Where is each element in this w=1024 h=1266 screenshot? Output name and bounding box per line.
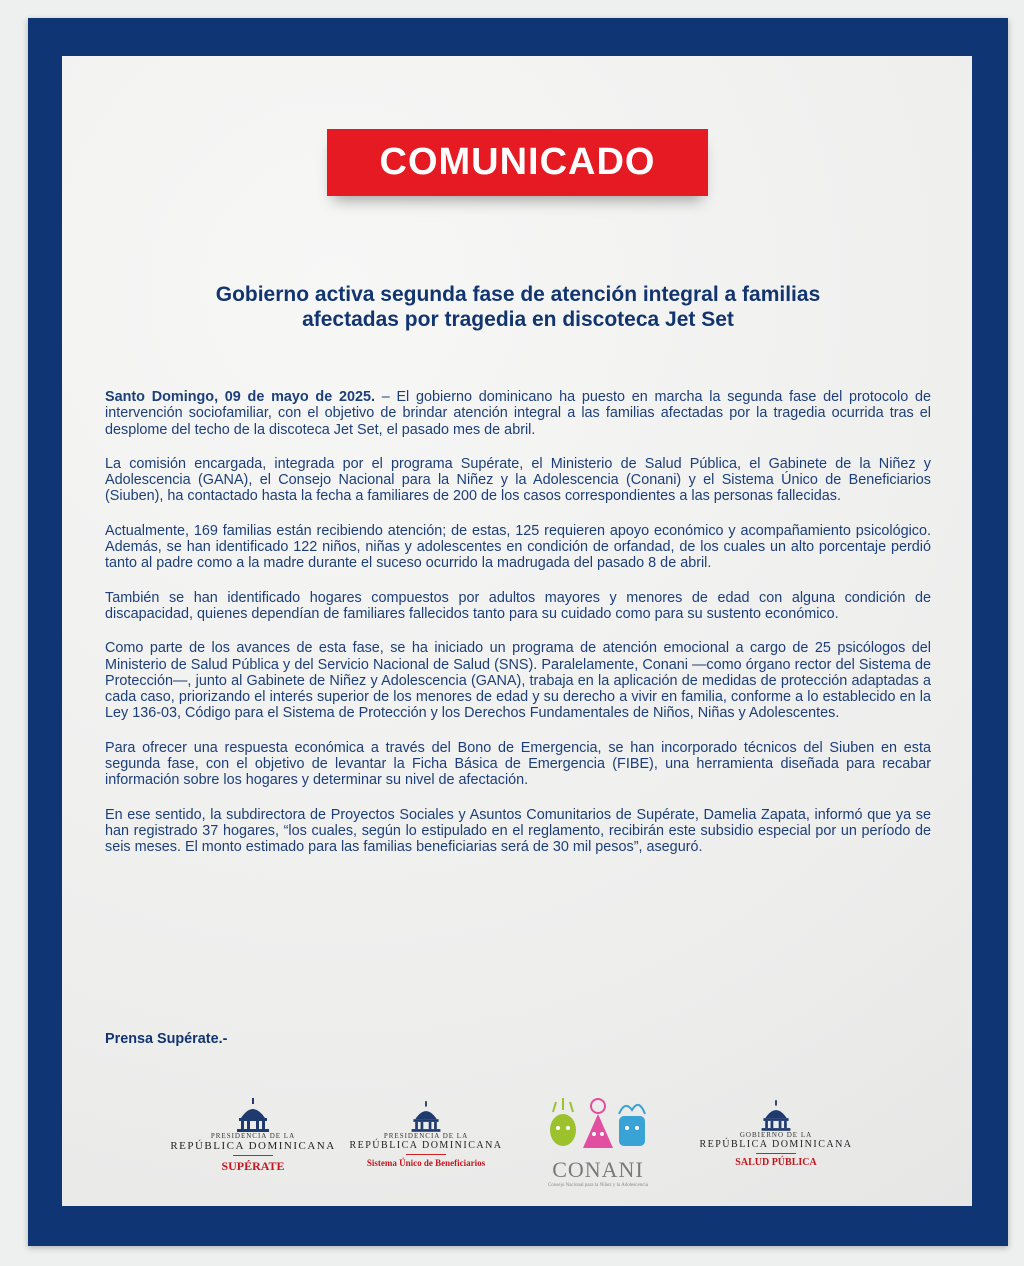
logo-siuben [348,1101,504,1168]
logo-salud-sub: SALUD PÚBLICA [735,1157,817,1168]
logo-siuben-top: PRESIDENCIA DE LA [383,1132,469,1140]
logo-divider [756,1153,796,1154]
paragraph-1 [105,389,931,438]
logo-divider [233,1155,273,1156]
logo-superate-main: REPÚBLICA DOMINICANA [170,1140,336,1152]
logo-conani [540,1094,656,1188]
logo-salud-publica [698,1100,854,1168]
headline-line-2: afectadas por tragedia en discoteca Jet Set [302,308,734,331]
logo-siuben-sub: Sistema Único de Beneficiarios [366,1158,486,1168]
dateline: Santo Domingo, 09 de mayo de 2025. [105,389,375,405]
logo-superate [168,1098,338,1174]
paragraph-6: Para ofrecer una respuesta económica a través del Bono de Emergencia, se han incorporado técnicos del Siuben en esta segunda fase, con el objetivo de levantar la Ficha Básica de Emergencia (FIBE), una herramienta diseñada para recabar información sobre los hogares y determinar su nivel de afectación. [105,739,931,789]
dome-icon [408,1101,444,1132]
article-body [105,389,931,874]
logo-conani-main: CONANI [552,1157,644,1182]
paragraph-5: Como parte de los avances de esta fase, se ha iniciado un programa de atención emocional a cargo de 25 psicólogos del Ministerio de Salud Pública y del Servicio Nacional de Salud (SNS). Paralelamente, Conani —como órgano rector del Sistema de Protección—, junto al Gabinete de Niñez y Adolescencia (GANA), trabaja en la aplicación de medidas de protección adaptadas a cada caso, priorizando el interés superior de los menores de edad y su derecho a vivir en familia, conforme a lo establecido en la Ley 136-03, Código para el Sistema de Protección y los Derechos Fundamentales de Niños, Niñas y Adolescentes. [105,640,931,722]
paragraph-3: Actualmente, 169 familias están recibiendo atención; de estas, 125 requieren apoyo económico y acompañamiento psicológico. Además, se han identificado 122 niños, niñas y adolescentes en condición de orfandad, de los cuales un alto porcentaje perdió tanto al padre como a la madre durante el suceso ocurrido la madrugada del pasado 8 de abril. [105,522,931,572]
dome-icon [233,1098,273,1132]
logo-siuben-main: REPÚBLICA DOMINICANA [349,1140,503,1151]
paragraph-1-text: – El gobierno dominicano ha puesto en marcha la segunda fase del protocolo de intervención sociofamiliar, con el objetivo de brindar atención integral a las familias afectadas por la tragedia ocurrida tras el desplome del techo de la discoteca Jet Set, el pasado mes de abril. [105,389,931,438]
paragraph-2: La comisión encargada, integrada por el programa Supérate, el Ministerio de Salud Pública, el Gabinete de la Niñez y Adolescencia (GANA), el Consejo Nacional para la Niñez y la Adolescencia (Conani) y el Sistema Único de Beneficiarios (Siuben), ha contactado hasta la fecha a familiares de 200 de los casos correspondientes a las personas fallecidas. [105,455,931,505]
logo-superate-top: PRESIDENCIA DE LA [210,1132,296,1140]
logo-salud-main: REPÚBLICA DOMINICANA [699,1139,853,1150]
paragraph-7: En ese sentido, la subdirectora de Proyectos Sociales y Asuntos Comunitarios de Supérate, Damelia Zapata, informó que ya se han registrado 37 hogares, “los cuales, según lo estipulado en el reglamento, recibirán este subsidio especial por un período de seis meses. El monto estimado para las familias beneficiarias será de 30 mil pesos”, aseguró. [105,806,931,856]
headline-line-1: Gobierno activa segunda fase de atención integral a familias [215,283,821,306]
comunicado-badge [327,129,708,196]
paragraph-4: También se han identificado hogares compuestos por adultos mayores y menores de edad con alguna condición de discapacidad, quienes dependían de familiares fallecidos tanto para su cuidado como para su sustento económico. [105,589,931,622]
logo-divider [406,1154,446,1155]
conani-children-icon [543,1094,653,1152]
badge-label: COMUNICADO [327,129,708,196]
headline [105,282,931,332]
logo-salud-top: GOBIERNO DE LA [739,1131,813,1139]
signature: Prensa Supérate.- [105,1031,228,1047]
logo-conani-sub: Consejo Nacional para la Niñez y la Adolescencia [547,1183,649,1188]
dome-icon [758,1100,794,1131]
logo-superate-sub: SUPÉRATE [221,1159,285,1173]
